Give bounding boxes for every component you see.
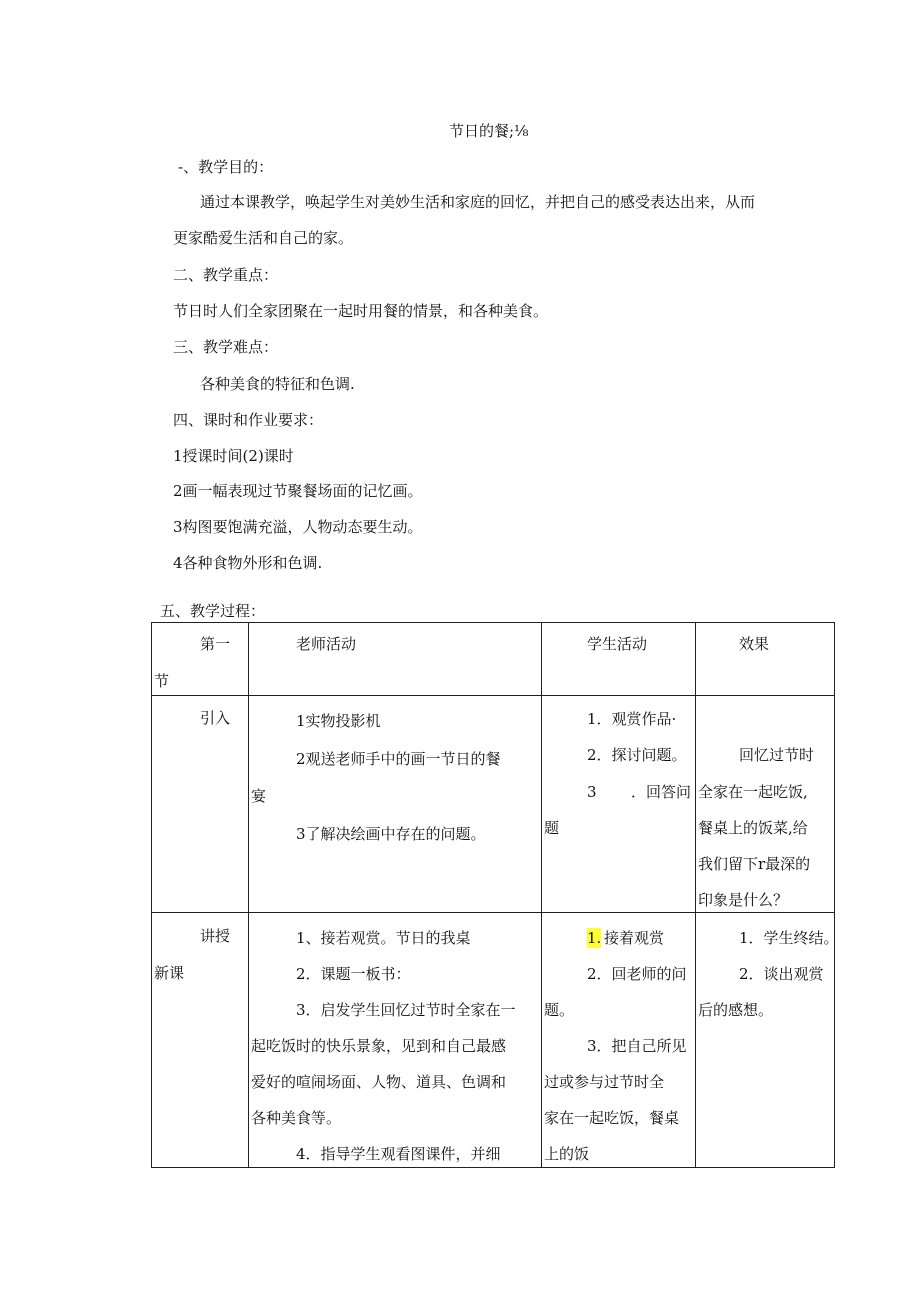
table-divider xyxy=(541,622,542,1168)
student-activity-line: 2．回老师的问 xyxy=(587,965,687,983)
teacher-activity-line: 3了解决绘画中存在的问题。 xyxy=(296,825,486,843)
student-activity-line: 题。 xyxy=(544,1001,575,1019)
row-stage-intro: 引入 xyxy=(200,709,231,727)
teacher-activity-line: 各种美食等。 xyxy=(251,1109,342,1127)
table-border xyxy=(834,622,835,1168)
student-activity-line: 3．把自己所见 xyxy=(587,1037,687,1055)
effect-line: 印象是什么？ xyxy=(698,891,789,909)
student-activity-line: 上的饭 xyxy=(544,1145,590,1163)
section-heading-keypoints: 二、教学重点： xyxy=(173,266,279,284)
table-divider xyxy=(151,695,835,696)
section-heading-process: 五、教学过程： xyxy=(160,602,266,620)
keypoints-text: 节日时人们全家团聚在一起时用餐的情景，和各种美食。 xyxy=(173,302,549,320)
table-divider xyxy=(695,622,696,1168)
teacher-activity-line: 4．指导学生观看图课件，并细 xyxy=(296,1145,501,1163)
student-activity-line: 接着观赏 xyxy=(604,929,665,947)
table-divider xyxy=(151,912,835,913)
header-effect: 效果 xyxy=(739,635,770,653)
teacher-activity-line: 1、接若观赏。节日的我桌 xyxy=(296,929,471,947)
student-activity-number-highlight: 1. xyxy=(587,929,602,947)
student-activity-line: 1．观赏作品· xyxy=(587,710,677,728)
row-stage-new-lesson-cont: 新课 xyxy=(154,964,185,982)
teacher-activity-line: 宴 xyxy=(251,787,267,805)
teacher-activity-line: 3．启发学生回忆过节时全家在一 xyxy=(296,1001,516,1019)
teaching-process-table xyxy=(151,622,839,1168)
header-student-activity: 学生活动 xyxy=(587,635,648,653)
effect-line: 1．学生终结。 xyxy=(739,929,839,947)
student-activity-line: 2．探讨问题。 xyxy=(587,746,687,764)
row-stage-new-lesson: 讲授 xyxy=(200,927,231,945)
header-section-label-cont: 节 xyxy=(154,672,170,690)
requirement-item: 3构图要饱满充溢，人物动态要生动。 xyxy=(173,518,423,536)
requirement-item: 2画一幅表现过节聚餐场面的记忆画。 xyxy=(173,482,423,500)
section-heading-difficulties: 三、教学难点： xyxy=(173,338,279,356)
header-teacher-activity: 老师活动 xyxy=(296,635,357,653)
section-heading-requirements: 四、课时和作业要求： xyxy=(173,411,324,429)
table-border xyxy=(151,622,835,623)
effect-line: 后的感想。 xyxy=(698,1001,774,1019)
effect-line: 餐桌上的饭菜,给 xyxy=(698,819,808,837)
teacher-activity-line: 2观送老师手中的画一节日的餐 xyxy=(296,750,501,768)
header-section-label: 第一 xyxy=(200,635,231,653)
requirement-item: 4各种食物外形和色调. xyxy=(173,554,323,572)
table-divider xyxy=(248,622,249,1168)
student-activity-line: ．回答问 xyxy=(631,783,692,801)
student-activity-line: 家在一起吃饭，餐桌 xyxy=(544,1109,680,1127)
difficulties-text: 各种美食的特征和色调. xyxy=(200,375,355,393)
teacher-activity-line: 2．课题一板书： xyxy=(296,965,411,983)
teacher-activity-line: 起吃饭时的快乐景象，见到和自己最感 xyxy=(251,1037,507,1055)
effect-line: 我们留下r最深的 xyxy=(698,855,811,873)
effect-line: 2．谈出观赏 xyxy=(739,965,824,983)
effect-line: 全家在一起吃饭, xyxy=(698,783,808,801)
teacher-activity-line: 爱好的喧闹场面、人物、道具、色调和 xyxy=(251,1073,507,1091)
table-border xyxy=(151,1167,835,1168)
effect-line: 回忆过节时 xyxy=(739,746,815,764)
section-heading-objectives: -、教学目的： xyxy=(178,158,274,176)
teacher-activity-line: 1实物投影机 xyxy=(296,712,381,730)
student-activity-line: 3 xyxy=(587,783,597,801)
objectives-text-line1: 通过本课教学，唤起学生对美妙生活和家庭的回忆，并把自己的感受表达出来，从而 xyxy=(200,193,756,211)
requirement-item: 1授课时间(2)课时 xyxy=(173,447,294,465)
student-activity-line: 过或参与过节时全 xyxy=(544,1073,665,1091)
objectives-text-line2: 更家酷爱生活和自己的家。 xyxy=(173,229,354,247)
page-title: 节日的餐;⅛ xyxy=(449,122,529,140)
student-activity-line: 题 xyxy=(544,819,560,837)
table-border xyxy=(151,622,152,1168)
